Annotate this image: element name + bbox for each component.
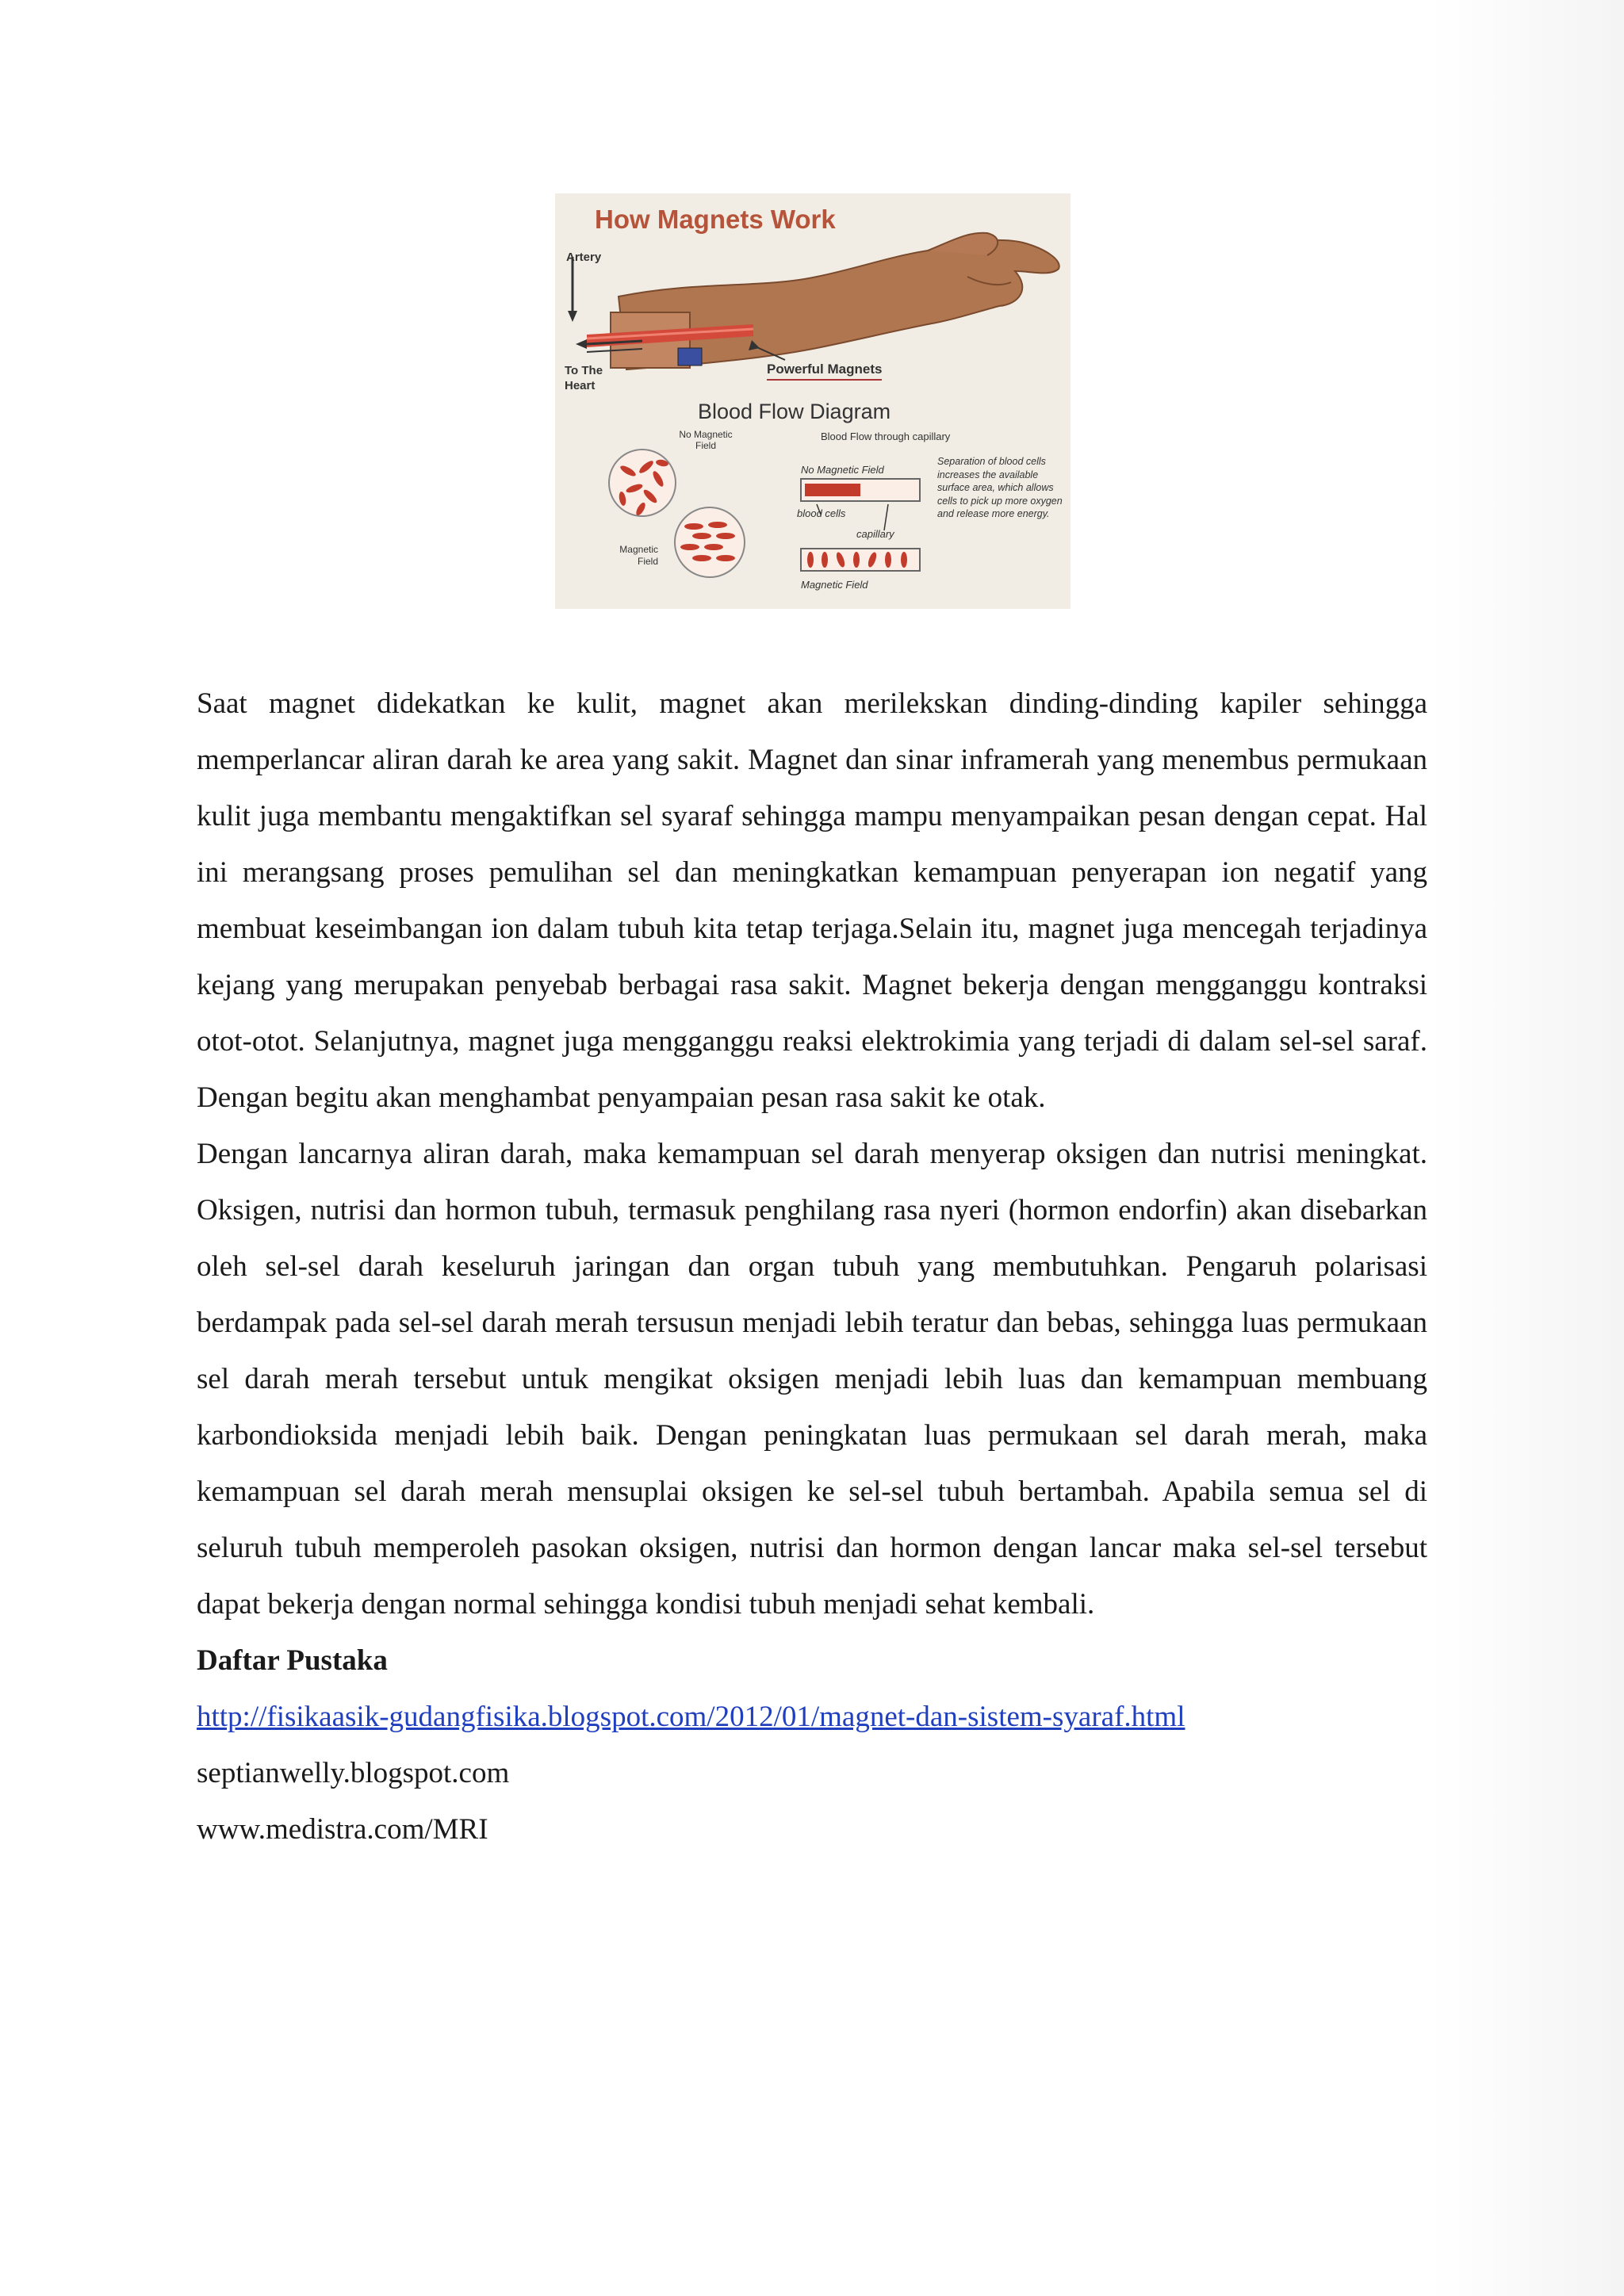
- reference-item-3: www.medistra.com/MRI: [197, 1813, 488, 1846]
- magnetic-label: Magnetic Field: [619, 544, 658, 567]
- references-heading: Daftar Pustaka: [197, 1644, 388, 1677]
- document-body: [197, 675, 1427, 1858]
- no-field-label-2: No Magnetic Field: [801, 464, 884, 476]
- capillary-title: Blood Flow through capillary: [821, 430, 951, 442]
- figure-title: How Magnets Work: [595, 205, 836, 234]
- diagram-title: Blood Flow Diagram: [698, 400, 891, 423]
- magnets-label: Powerful Magnets: [767, 362, 882, 381]
- magnet-diagram-figure: [555, 193, 1071, 609]
- heart-label: To The Heart: [565, 364, 603, 392]
- capillary-label: capillary: [856, 528, 894, 540]
- paragraph-1: Saat magnet didekatkan ke kulit, magnet akan merilekskan dinding-dinding kapiler sehingga memperlancar aliran darah ke area yang sakit. Magnet dan sinar inframerah yang menembus permukaan kulit juga membantu mengaktifkan sel syaraf sehingga mampu menyampaikan pesan dengan cepat. Hal ini merangsang proses pemulihan sel dan meningkatkan kemampuan penyerapan ion negatif yang membuat keseimbangan ion dalam tubuh kita tetap terjaga.Selain itu, magnet juga mencegah terjadinya kejang yang merupakan penyebab berbagai rasa sakit. Magnet bekerja dengan mengganggu kontraksi otot-otot. Selanjutnya, magnet juga mengganggu reaksi elektrokimia yang terjadi di dalam sel-sel saraf. Dengan begitu akan menghambat penyampaian pesan rasa sakit ke otak.: [197, 687, 1427, 1114]
- reference-link[interactable]: http://fisikaasik-gudangfisika.blogspot.com/2012/01/magnet-dan-sistem-syaraf.html: [197, 1701, 1185, 1733]
- magnetic-field-label: Magnetic Field: [801, 579, 868, 591]
- paragraph-2: Dengan lancarnya aliran darah, maka kemampuan sel darah menyerap oksigen dan nutrisi meningkat. Oksigen, nutrisi dan hormon tubuh, termasuk penghilang rasa nyeri (hormon endorfin) akan disebarkan oleh sel-sel darah keseluruh jaringan dan organ tubuh yang membutuhkan. Pengaruh polarisasi berdampak pada sel-sel darah merah tersusun menjadi lebih teratur dan bebas, sehingga luas permukaan sel darah merah tersebut untuk mengikat oksigen menjadi lebih luas dan kemampuan membuang karbondioksida menjadi lebih baik. Dengan peningkatan luas permukaan sel darah merah, maka kemampuan sel darah merah mensuplai oksigen ke sel-sel tubuh bertambah. Apabila semua sel di seluruh tubuh memperoleh pasokan oksigen, nutrisi dan hormon dengan lancar maka sel-sel tersebut dapat bekerja dengan normal sehingga kondisi tubuh menjadi sehat kembali.: [197, 1138, 1427, 1621]
- separation-note: Separation of blood cells increases the available surface area, which allows cells to pick up more oxygen and release more energy.: [937, 456, 1063, 519]
- no-field-label: No Magnetic Field: [679, 429, 733, 451]
- reference-item-1[interactable]: [197, 1689, 1427, 1745]
- reference-item-2: septianwelly.blogspot.com: [197, 1757, 510, 1789]
- artery-label: Artery: [566, 251, 602, 264]
- blood-cells-label: blood cells: [797, 507, 846, 519]
